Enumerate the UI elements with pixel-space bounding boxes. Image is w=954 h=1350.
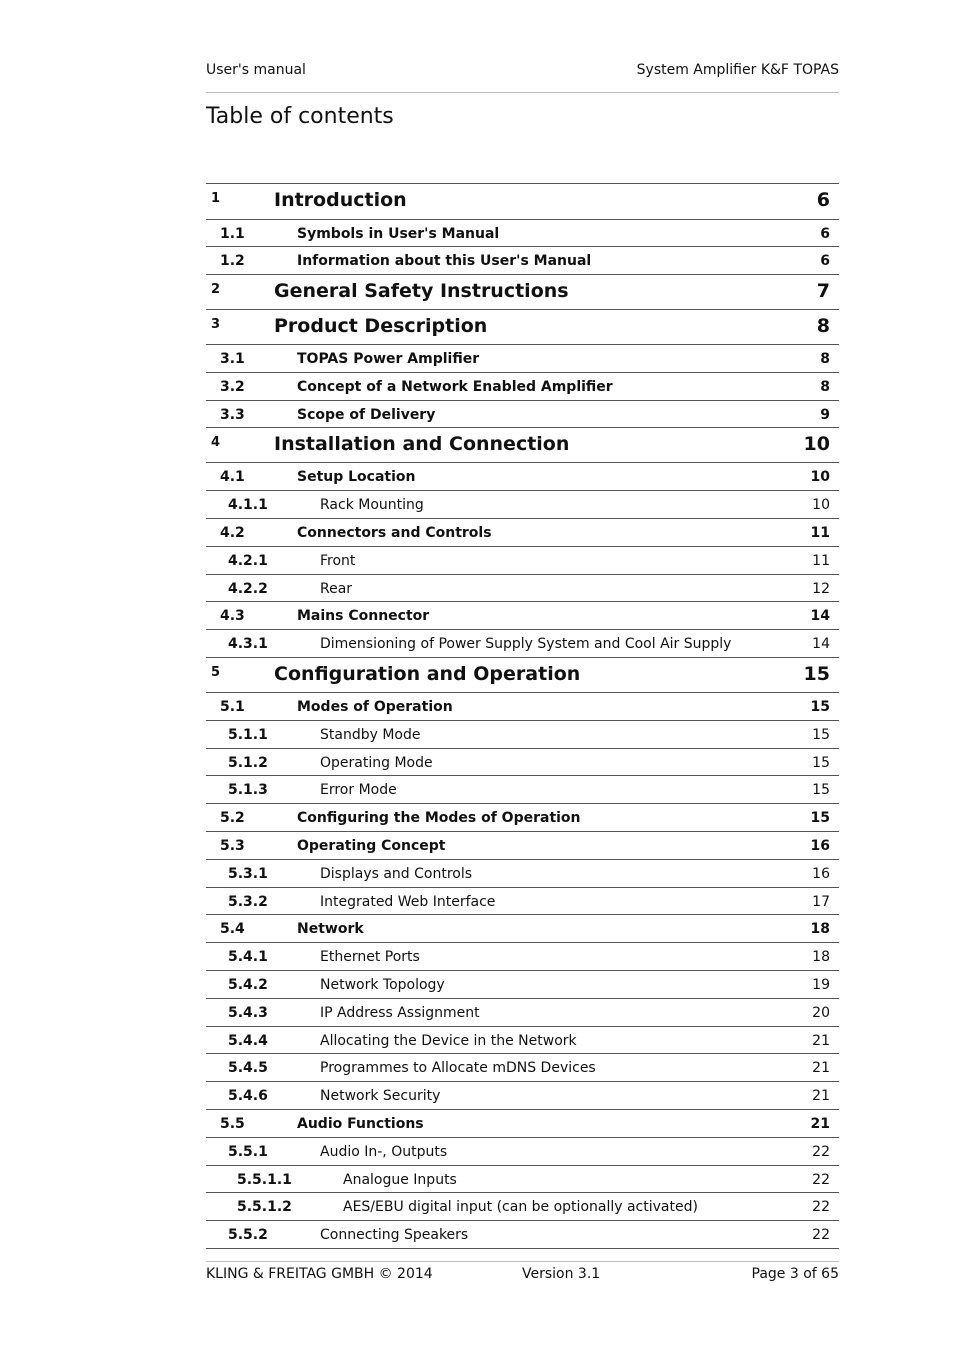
toc-title: Configuring the Modes of Operation (297, 810, 581, 827)
toc-page: 9 (820, 406, 830, 423)
toc-page: 8 (816, 315, 830, 338)
toc-page: 15 (812, 726, 830, 743)
toc-row[interactable] (206, 310, 839, 345)
toc-number: 4.1.1 (228, 497, 268, 514)
header-right: System Amplifier K&F TOPAS (636, 62, 839, 78)
toc-row[interactable] (206, 547, 839, 575)
toc-number: 5.5 (220, 1116, 245, 1133)
toc-number: 5.4.6 (228, 1088, 268, 1105)
toc-row[interactable] (206, 804, 839, 832)
toc-row[interactable] (206, 373, 839, 401)
toc-title: Standby Mode (320, 726, 421, 743)
toc-row[interactable] (206, 971, 839, 999)
toc-page: 21 (812, 1032, 830, 1049)
table-of-contents (206, 183, 839, 1249)
toc-number: 3.2 (220, 378, 245, 395)
toc-title: Operating Mode (320, 754, 433, 771)
toc-page: 20 (812, 1004, 830, 1021)
toc-title: Configuration and Operation (274, 663, 581, 686)
toc-row[interactable] (206, 630, 839, 658)
toc-page: 18 (810, 921, 830, 938)
toc-row[interactable] (206, 1054, 839, 1082)
toc-title: Mains Connector (297, 608, 430, 625)
toc-title: Front (320, 552, 356, 569)
toc-page: 10 (810, 469, 830, 486)
toc-page: 16 (810, 838, 830, 855)
toc-number: 4.2.2 (228, 580, 268, 597)
toc-page: 12 (812, 580, 830, 597)
toc-page: 21 (810, 1116, 830, 1133)
toc-row[interactable] (206, 519, 839, 547)
toc-page: 16 (812, 865, 830, 882)
toc-number: 1.1 (220, 225, 245, 242)
toc-row[interactable] (206, 463, 839, 491)
toc-number: 5.5.1.2 (237, 1199, 292, 1216)
toc-title: Error Mode (320, 782, 397, 799)
toc-page: 21 (812, 1088, 830, 1105)
toc-row[interactable] (206, 428, 839, 463)
toc-number: 5.1.1 (228, 726, 268, 743)
toc-page: 7 (816, 280, 830, 303)
footer-right: Page 3 of 65 (751, 1266, 839, 1282)
toc-title: Integrated Web Interface (320, 893, 496, 910)
toc-page: 15 (810, 810, 830, 827)
toc-title: Symbols in User's Manual (297, 225, 500, 242)
toc-title: Scope of Delivery (297, 406, 436, 423)
toc-title: Network Topology (320, 977, 445, 994)
toc-row[interactable] (206, 860, 839, 888)
toc-page: 8 (820, 378, 830, 395)
toc-row[interactable] (206, 247, 839, 275)
toc-page: 10 (803, 433, 830, 456)
toc-title: TOPAS Power Amplifier (297, 351, 480, 368)
toc-row[interactable] (206, 491, 839, 519)
toc-number: 4.3 (220, 608, 245, 625)
toc-title: Concept of a Network Enabled Amplifier (297, 378, 613, 395)
toc-number: 4.3.1 (228, 636, 268, 653)
toc-title: Dimensioning of Power Supply System and Cool Air Supply (320, 636, 732, 653)
toc-row[interactable] (206, 749, 839, 777)
toc-title: Network (297, 921, 364, 938)
toc-row[interactable] (206, 915, 839, 943)
toc-row[interactable] (206, 1110, 839, 1138)
toc-number: 1 (211, 191, 221, 206)
toc-row[interactable] (206, 943, 839, 971)
toc-row[interactable] (206, 1138, 839, 1166)
toc-number: 1.2 (220, 253, 245, 270)
toc-page: 22 (812, 1171, 830, 1188)
toc-number: 5.5.1.1 (237, 1171, 292, 1188)
toc-page: 19 (812, 977, 830, 994)
toc-title: General Safety Instructions (274, 280, 569, 303)
toc-number: 5.2 (220, 810, 245, 827)
toc-page: 15 (810, 699, 830, 716)
toc-row[interactable] (206, 1166, 839, 1194)
toc-number: 5.1.3 (228, 782, 268, 799)
toc-row[interactable] (206, 693, 839, 721)
toc-page: 22 (812, 1143, 830, 1160)
toc-row[interactable] (206, 776, 839, 804)
toc-number: 3 (211, 317, 221, 333)
toc-page: 8 (820, 351, 830, 368)
toc-title: Analogue Inputs (343, 1171, 457, 1188)
toc-title: Modes of Operation (297, 699, 453, 716)
toc-title: Information about this User's Manual (297, 253, 592, 270)
toc-title: Audio Functions (297, 1116, 424, 1133)
toc-title: Network Security (320, 1088, 441, 1105)
toc-row[interactable] (206, 832, 839, 860)
toc-title: Connecting Speakers (320, 1227, 469, 1244)
toc-page: 15 (803, 663, 830, 686)
toc-number: 4.2 (220, 525, 245, 542)
toc-row[interactable] (206, 658, 839, 693)
toc-title: Product Description (274, 315, 488, 338)
header-left: User's manual (206, 62, 306, 78)
toc-row[interactable] (206, 401, 839, 429)
toc-title: Operating Concept (297, 838, 446, 855)
page-title: Table of contents (206, 104, 394, 129)
toc-number: 5.4.4 (228, 1032, 268, 1049)
toc-page: 17 (812, 893, 830, 910)
toc-page: 22 (812, 1199, 830, 1216)
toc-number: 5.4 (220, 921, 245, 938)
toc-page: 22 (812, 1227, 830, 1244)
toc-number: 3.3 (220, 406, 245, 423)
toc-page: 18 (812, 949, 830, 966)
toc-number: 5.3.1 (228, 865, 268, 882)
toc-row[interactable] (206, 999, 839, 1027)
toc-row[interactable] (206, 345, 839, 373)
footer-center: Version 3.1 (522, 1266, 601, 1282)
toc-title: Audio In-, Outputs (320, 1143, 448, 1160)
toc-title: Displays and Controls (320, 865, 473, 882)
page-header (206, 60, 839, 93)
toc-row[interactable] (206, 184, 839, 220)
toc-row[interactable] (206, 575, 839, 603)
toc-row[interactable] (206, 275, 839, 310)
toc-number: 4.1 (220, 469, 245, 486)
toc-number: 5.4.2 (228, 977, 268, 994)
toc-number: 5.1 (220, 699, 245, 716)
toc-number: 5.3 (220, 838, 245, 855)
toc-number: 2 (211, 282, 221, 298)
toc-title: Rear (320, 580, 353, 597)
toc-title: AES/EBU digital input (can be optionally activated) (343, 1199, 698, 1216)
toc-row[interactable] (206, 1027, 839, 1055)
toc-row[interactable] (206, 220, 839, 248)
toc-row[interactable] (206, 602, 839, 630)
toc-title: Setup Location (297, 469, 416, 486)
toc-number: 5.5.2 (228, 1227, 268, 1244)
toc-page: 10 (812, 497, 830, 514)
toc-number: 5.4.1 (228, 949, 268, 966)
toc-title: IP Address Assignment (320, 1004, 480, 1021)
toc-number: 5 (211, 665, 221, 681)
toc-number: 4 (211, 435, 221, 451)
toc-page: 11 (810, 525, 830, 542)
toc-page: 11 (812, 552, 830, 569)
toc-row[interactable] (206, 1193, 839, 1221)
toc-title: Allocating the Device in the Network (320, 1032, 577, 1049)
toc-row[interactable] (206, 721, 839, 749)
toc-title: Rack Mounting (320, 497, 424, 514)
toc-number: 4.2.1 (228, 552, 268, 569)
toc-number: 5.1.2 (228, 754, 268, 771)
toc-page: 15 (812, 782, 830, 799)
toc-page: 6 (820, 225, 830, 242)
toc-row[interactable] (206, 1221, 839, 1249)
toc-page: 21 (812, 1060, 830, 1077)
toc-row[interactable] (206, 1082, 839, 1110)
toc-page: 15 (812, 754, 830, 771)
toc-page: 14 (812, 636, 830, 653)
toc-page: 6 (820, 253, 830, 270)
toc-number: 3.1 (220, 351, 245, 368)
toc-title: Programmes to Allocate mDNS Devices (320, 1060, 596, 1077)
page-footer (206, 1261, 839, 1290)
footer-left: KLING & FREITAG GMBH © 2014 (206, 1266, 433, 1282)
toc-number: 5.3.2 (228, 893, 268, 910)
toc-title: Connectors and Controls (297, 525, 492, 542)
toc-title: Installation and Connection (274, 433, 570, 456)
toc-title: Introduction (274, 189, 407, 211)
toc-title: Ethernet Ports (320, 949, 420, 966)
toc-number: 5.4.3 (228, 1004, 268, 1021)
toc-page: 6 (816, 189, 830, 211)
toc-number: 5.4.5 (228, 1060, 268, 1077)
toc-row[interactable] (206, 888, 839, 916)
toc-number: 5.5.1 (228, 1143, 268, 1160)
toc-page: 14 (810, 608, 830, 625)
